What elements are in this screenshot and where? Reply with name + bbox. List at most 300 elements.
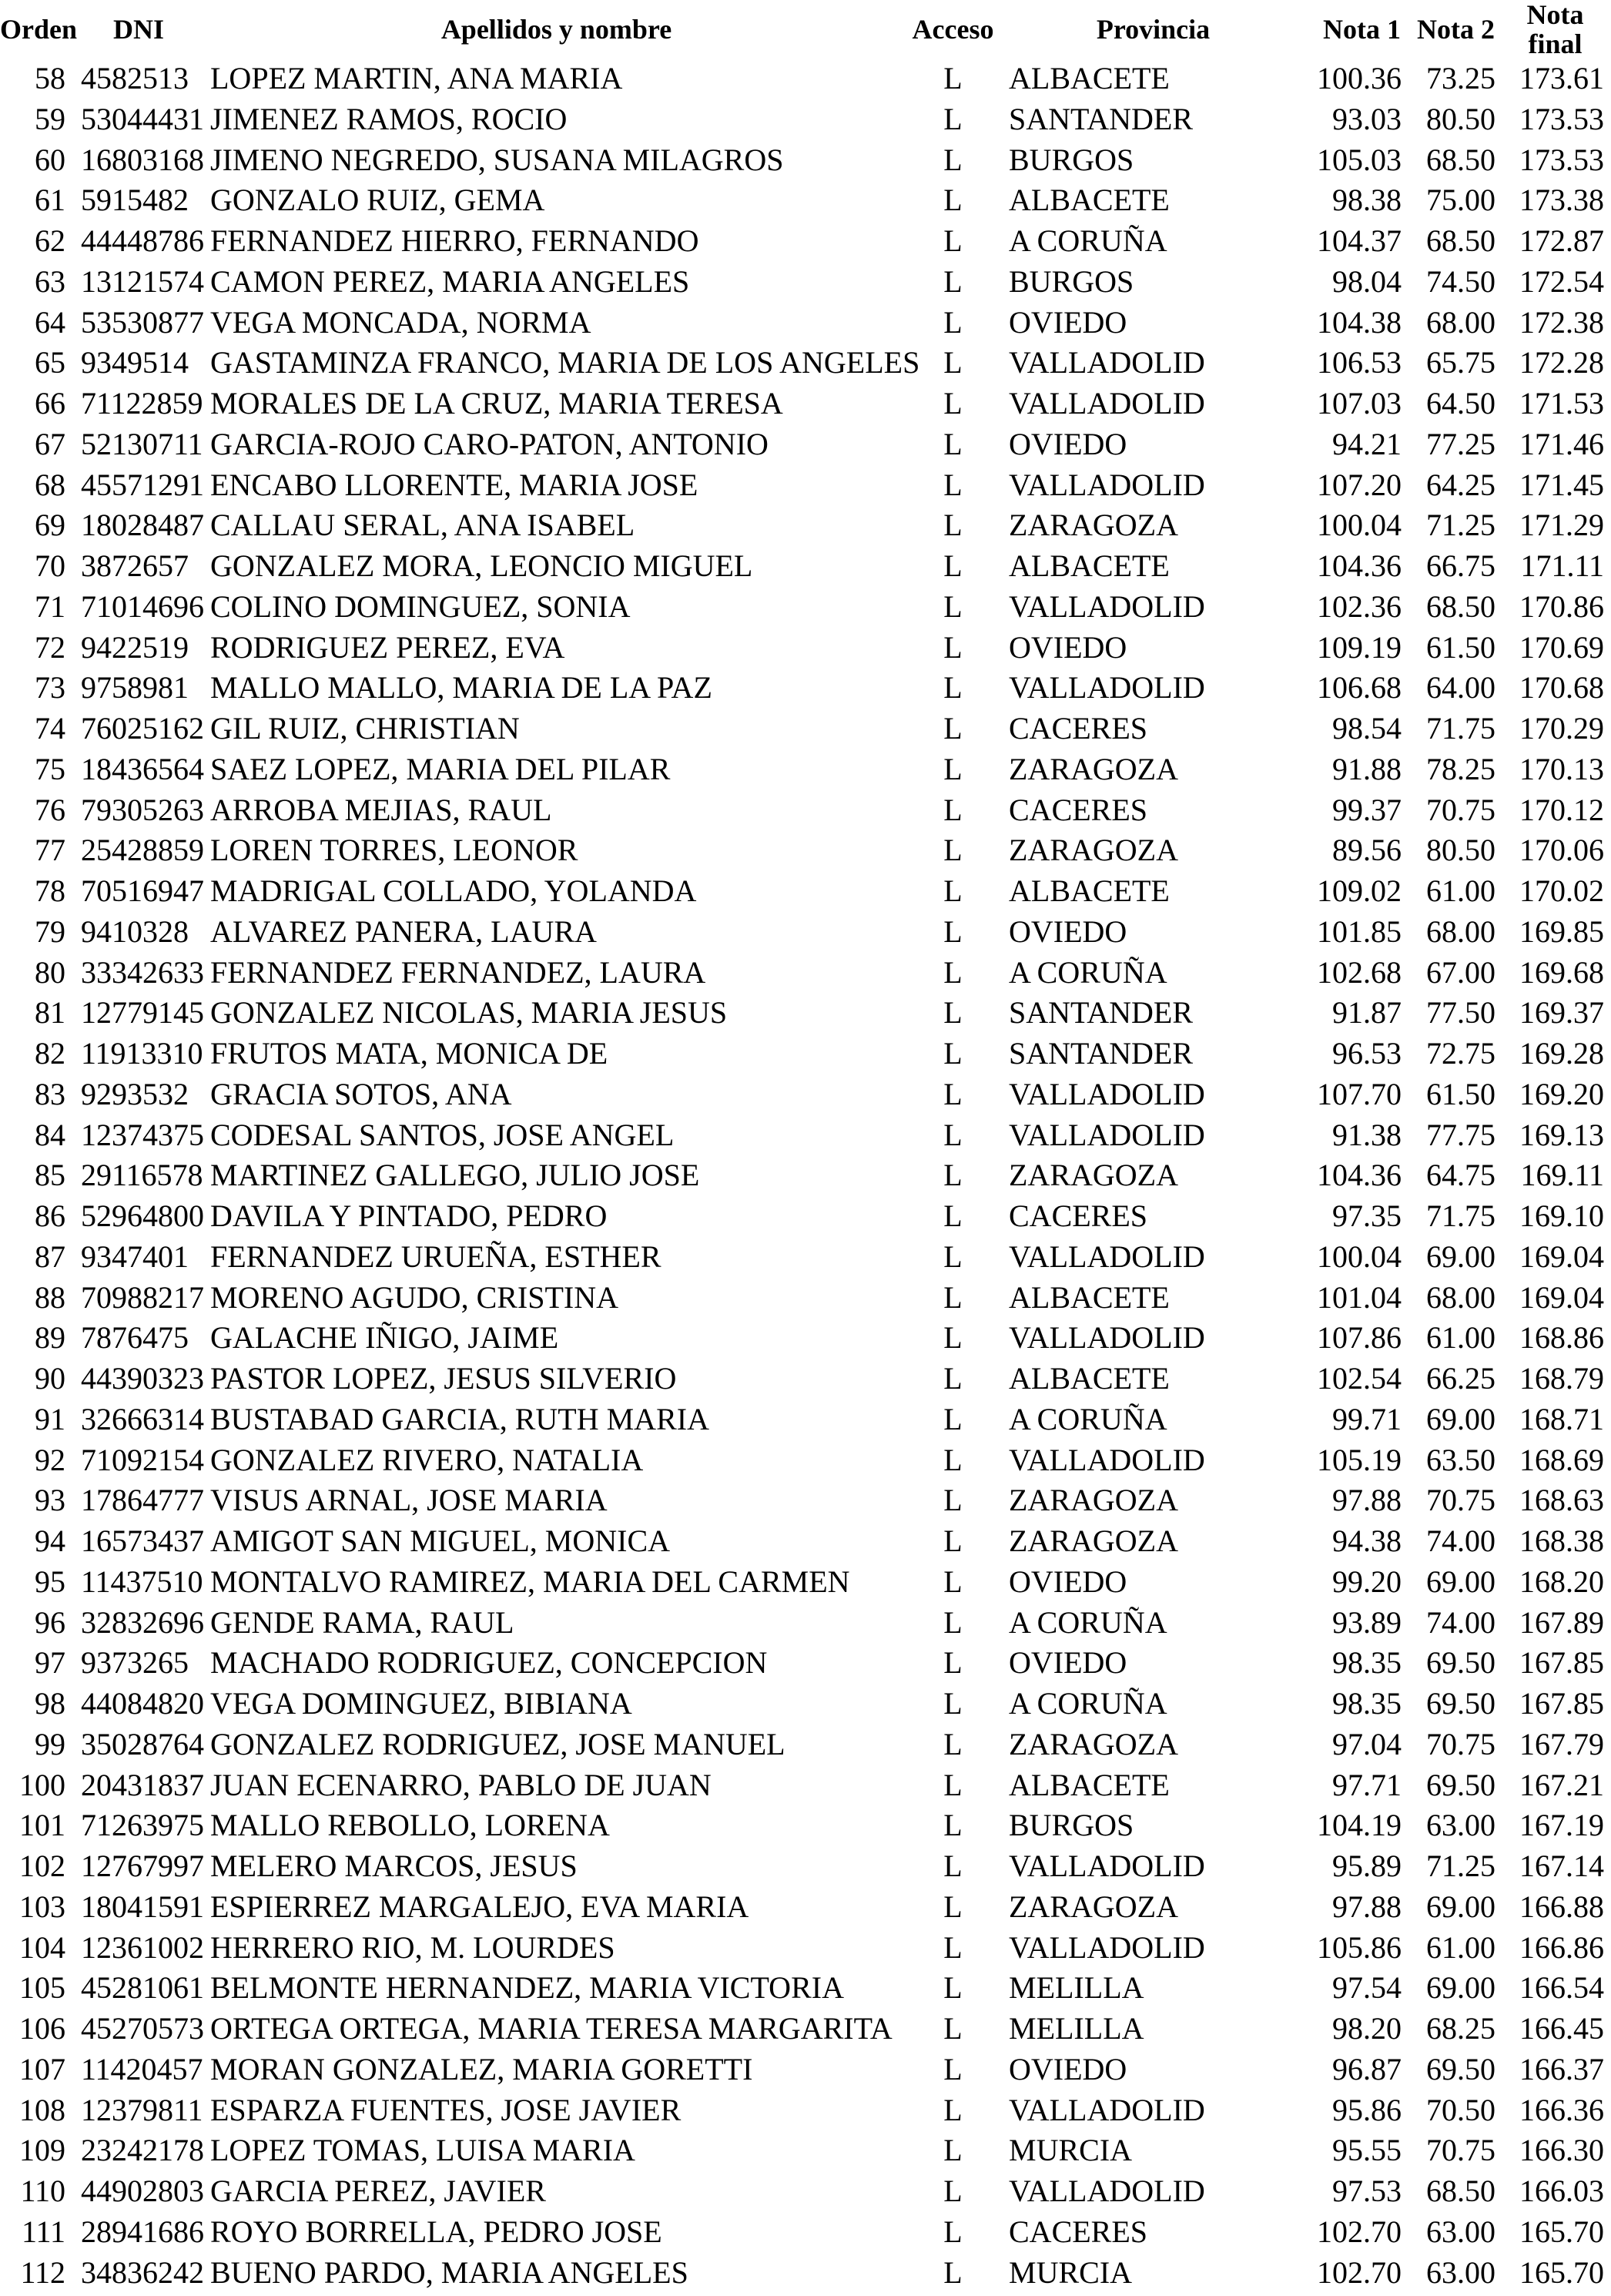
cell-nota-final: 166.45 — [1519, 2011, 1604, 2046]
col-header-acceso: Acceso — [912, 14, 994, 45]
cell-dni: 44084820 — [81, 1686, 204, 1721]
cell-nota2: 68.50 — [1426, 588, 1495, 624]
cell-nota2: 68.50 — [1426, 223, 1495, 258]
cell-provincia: VALLADOLID — [1009, 670, 1205, 706]
cell-acceso: L — [943, 1523, 963, 1558]
table-row — [0, 1684, 1611, 1725]
cell-provincia: ZARAGOZA — [1009, 1889, 1178, 1924]
cell-orden: 105 — [19, 1970, 65, 2006]
cell-nota-final: 170.29 — [1519, 711, 1604, 746]
results-table-body — [0, 59, 1611, 2293]
table-row — [0, 912, 1611, 953]
cell-orden: 81 — [35, 995, 65, 1031]
cell-provincia: ZARAGOZA — [1009, 751, 1178, 786]
cell-orden: 84 — [35, 1117, 65, 1152]
table-row — [0, 1480, 1611, 1521]
cell-orden: 72 — [35, 629, 65, 665]
cell-dni: 76025162 — [81, 711, 204, 746]
cell-nota1: 97.35 — [1332, 1198, 1402, 1233]
table-row — [0, 1034, 1611, 1074]
cell-nota-final: 168.20 — [1519, 1564, 1604, 1599]
cell-nota1: 97.88 — [1332, 1483, 1402, 1518]
table-row — [0, 1196, 1611, 1237]
cell-apellidos: MALLO MALLO, MARIA DE LA PAZ — [210, 670, 712, 706]
cell-apellidos: COLINO DOMINGUEZ, SONIA — [210, 588, 631, 624]
cell-apellidos: GARCIA PEREZ, JAVIER — [210, 2174, 546, 2208]
cell-acceso: L — [943, 142, 963, 177]
cell-provincia: ZARAGOZA — [1009, 508, 1178, 543]
cell-provincia: VALLADOLID — [1009, 1320, 1205, 1356]
cell-nota1: 98.35 — [1332, 1645, 1402, 1681]
cell-nota2: 70.75 — [1426, 792, 1495, 827]
table-row — [0, 1237, 1611, 1278]
cell-acceso: L — [943, 1401, 963, 1436]
table-row — [0, 546, 1611, 587]
cell-nota1: 99.71 — [1332, 1401, 1402, 1436]
cell-dni: 9293532 — [81, 1076, 189, 1111]
cell-provincia: CACERES — [1009, 711, 1148, 746]
cell-nota1: 109.19 — [1317, 629, 1402, 665]
cell-nota1: 95.89 — [1332, 1849, 1402, 1883]
cell-acceso: L — [943, 1036, 963, 1071]
cell-nota2: 63.00 — [1426, 2214, 1495, 2249]
cell-apellidos: FERNANDEZ URUEÑA, ESTHER — [210, 1238, 661, 1274]
cell-nota-final: 170.86 — [1519, 588, 1604, 624]
cell-acceso: L — [943, 1564, 963, 1599]
cell-acceso: L — [943, 995, 963, 1031]
cell-orden: 58 — [35, 61, 65, 96]
cell-nota-final: 172.28 — [1519, 345, 1604, 380]
table-row — [0, 709, 1611, 749]
cell-dni: 12379811 — [81, 2092, 203, 2127]
cell-apellidos: MORALES DE LA CRUZ, MARIA TERESA — [210, 386, 783, 421]
cell-orden: 100 — [19, 1767, 65, 1802]
cell-nota2: 68.00 — [1426, 1279, 1495, 1315]
table-row — [0, 1887, 1611, 1928]
cell-apellidos: VEGA DOMINGUEZ, BIBIANA — [210, 1686, 632, 1721]
table-row — [0, 262, 1611, 303]
cell-provincia: OVIEDO — [1009, 426, 1127, 461]
cell-nota1: 102.36 — [1317, 588, 1402, 624]
cell-provincia: OVIEDO — [1009, 629, 1127, 665]
table-row — [0, 1765, 1611, 1806]
table-row — [0, 2130, 1611, 2171]
cell-nota-final: 167.85 — [1519, 1686, 1604, 1721]
cell-acceso: L — [943, 913, 963, 949]
cell-nota1: 94.21 — [1332, 426, 1402, 461]
table-row — [0, 1846, 1611, 1887]
cell-provincia: VALLADOLID — [1009, 1238, 1205, 1274]
col-header-apellidos: Apellidos y nombre — [440, 14, 672, 45]
cell-nota1: 106.53 — [1317, 345, 1402, 380]
cell-dni: 53044431 — [81, 101, 204, 136]
cell-provincia: VALLADOLID — [1009, 386, 1205, 421]
cell-nota-final: 170.06 — [1519, 833, 1604, 868]
cell-provincia: ZARAGOZA — [1009, 1483, 1178, 1518]
cell-orden: 60 — [35, 142, 65, 177]
cell-acceso: L — [943, 61, 963, 96]
table-header — [0, 0, 1611, 59]
cell-nota2: 74.50 — [1426, 263, 1495, 299]
cell-nota2: 68.00 — [1426, 304, 1495, 340]
cell-dni: 32832696 — [81, 1604, 204, 1640]
cell-orden: 101 — [19, 1808, 65, 1843]
cell-nota2: 80.50 — [1426, 101, 1495, 136]
cell-nota-final: 166.03 — [1519, 2174, 1604, 2208]
cell-dni: 13121574 — [81, 263, 204, 299]
table-row — [0, 99, 1611, 140]
cell-nota-final: 169.10 — [1519, 1198, 1604, 1233]
cell-nota1: 98.04 — [1332, 263, 1402, 299]
cell-orden: 78 — [35, 873, 65, 908]
table-row — [0, 2050, 1611, 2090]
cell-nota-final: 169.85 — [1519, 913, 1604, 949]
cell-provincia: VALLADOLID — [1009, 1117, 1205, 1152]
cell-acceso: L — [943, 386, 963, 421]
table-row — [0, 1643, 1611, 1684]
cell-nota2: 69.50 — [1426, 1767, 1495, 1802]
cell-provincia: CACERES — [1009, 792, 1148, 827]
cell-nota-final: 166.86 — [1519, 1929, 1604, 1965]
cell-dni: 33342633 — [81, 954, 204, 990]
cell-provincia: SANTANDER — [1009, 995, 1194, 1031]
cell-nota-final: 166.30 — [1519, 2133, 1604, 2168]
cell-provincia: OVIEDO — [1009, 1564, 1127, 1599]
cell-dni: 29116578 — [81, 1158, 203, 1193]
cell-nota2: 70.75 — [1426, 2133, 1495, 2168]
cell-dni: 71263975 — [81, 1808, 204, 1843]
cell-dni: 9373265 — [81, 1645, 189, 1681]
table-row — [0, 871, 1611, 912]
cell-nota-final: 172.38 — [1519, 304, 1604, 340]
cell-provincia: ALBACETE — [1009, 1767, 1170, 1802]
cell-provincia: ALBACETE — [1009, 1361, 1170, 1396]
cell-provincia: MURCIA — [1009, 2133, 1133, 2168]
cell-dni: 45571291 — [81, 467, 204, 502]
cell-provincia: VALLADOLID — [1009, 588, 1205, 624]
cell-acceso: L — [943, 2214, 963, 2249]
cell-apellidos: GENDE RAMA, RAUL — [210, 1604, 514, 1640]
cell-nota2: 70.50 — [1426, 2092, 1495, 2127]
cell-acceso: L — [943, 873, 963, 908]
cell-acceso: L — [943, 426, 963, 461]
cell-provincia: A CORUÑA — [1009, 1686, 1167, 1721]
cell-nota2: 70.75 — [1426, 1483, 1495, 1518]
cell-apellidos: RODRIGUEZ PEREZ, EVA — [210, 629, 565, 665]
cell-acceso: L — [943, 670, 963, 706]
cell-nota2: 71.75 — [1426, 711, 1495, 746]
cell-apellidos: LOREN TORRES, LEONOR — [210, 833, 578, 868]
cell-nota2: 63.00 — [1426, 2254, 1495, 2290]
cell-nota2: 61.50 — [1426, 629, 1495, 665]
cell-provincia: ALBACETE — [1009, 548, 1170, 583]
cell-provincia: CACERES — [1009, 2214, 1148, 2249]
table-row — [0, 790, 1611, 831]
cell-orden: 111 — [21, 2214, 65, 2249]
cell-nota2: 74.00 — [1426, 1604, 1495, 1640]
table-row — [0, 1603, 1611, 1644]
cell-dni: 45270573 — [81, 2011, 204, 2046]
cell-provincia: CACERES — [1009, 1198, 1148, 1233]
cell-orden: 110 — [20, 2174, 65, 2208]
cell-nota2: 77.50 — [1426, 995, 1495, 1031]
cell-apellidos: CODESAL SANTOS, JOSE ANGEL — [210, 1117, 675, 1152]
cell-dni: 9410328 — [81, 913, 189, 949]
cell-dni: 7876475 — [81, 1320, 189, 1356]
cell-nota-final: 166.36 — [1519, 2092, 1604, 2127]
table-row — [0, 1725, 1611, 1765]
table-row — [0, 59, 1611, 99]
cell-provincia: BURGOS — [1009, 263, 1134, 299]
cell-apellidos: SAEZ LOPEZ, MARIA DEL PILAR — [210, 751, 671, 786]
cell-dni: 18436564 — [81, 751, 204, 786]
cell-acceso: L — [943, 1604, 963, 1640]
cell-nota-final: 172.54 — [1519, 263, 1604, 299]
cell-nota1: 107.03 — [1317, 386, 1402, 421]
cell-provincia: VALLADOLID — [1009, 2174, 1205, 2208]
cell-acceso: L — [943, 1929, 963, 1965]
table-row — [0, 1359, 1611, 1399]
cell-nota-final: 169.20 — [1519, 1076, 1604, 1111]
cell-orden: 85 — [35, 1158, 65, 1193]
cell-acceso: L — [943, 1238, 963, 1274]
cell-dni: 20431837 — [81, 1767, 204, 1802]
cell-nota-final: 165.70 — [1519, 2214, 1604, 2249]
cell-orden: 91 — [35, 1401, 65, 1436]
cell-nota-final: 171.11 — [1520, 548, 1604, 583]
table-row — [0, 465, 1611, 506]
cell-nota1: 96.53 — [1332, 1036, 1402, 1071]
cell-orden: 104 — [19, 1929, 65, 1965]
cell-orden: 97 — [35, 1645, 65, 1681]
cell-acceso: L — [943, 1726, 963, 1761]
table-row — [0, 221, 1611, 262]
cell-orden: 86 — [35, 1198, 65, 1233]
table-row — [0, 1074, 1611, 1115]
cell-nota2: 68.50 — [1426, 2174, 1495, 2208]
cell-dni: 44390323 — [81, 1361, 204, 1396]
cell-orden: 80 — [35, 954, 65, 990]
cell-nota1: 96.87 — [1332, 2051, 1402, 2087]
table-row — [0, 2171, 1611, 2212]
cell-provincia: SANTANDER — [1009, 1036, 1194, 1071]
cell-apellidos: DAVILA Y PINTADO, PEDRO — [210, 1198, 608, 1233]
cell-acceso: L — [943, 711, 963, 746]
cell-nota-final: 168.71 — [1519, 1401, 1604, 1436]
cell-nota-final: 167.79 — [1519, 1726, 1604, 1761]
cell-nota1: 97.71 — [1332, 1767, 1402, 1802]
cell-provincia: MURCIA — [1009, 2254, 1133, 2290]
cell-orden: 68 — [35, 467, 65, 502]
table-row — [0, 628, 1611, 669]
cell-nota1: 97.04 — [1332, 1726, 1402, 1761]
cell-nota2: 69.00 — [1426, 1564, 1495, 1599]
cell-apellidos: ORTEGA ORTEGA, MARIA TERESA MARGARITA — [210, 2011, 893, 2046]
cell-nota2: 70.75 — [1426, 1726, 1495, 1761]
cell-nota2: 64.25 — [1426, 467, 1495, 502]
cell-nota1: 98.20 — [1332, 2011, 1402, 2046]
cell-nota-final: 168.79 — [1519, 1361, 1604, 1396]
cell-provincia: MELILLA — [1009, 2011, 1144, 2046]
cell-nota-final: 169.37 — [1519, 995, 1604, 1031]
cell-orden: 112 — [20, 2254, 65, 2290]
cell-acceso: L — [943, 183, 963, 218]
table-row — [0, 993, 1611, 1034]
cell-nota-final: 169.04 — [1519, 1279, 1604, 1315]
cell-apellidos: BUSTABAD GARCIA, RUTH MARIA — [210, 1401, 709, 1436]
cell-nota1: 107.70 — [1317, 1076, 1402, 1111]
cell-nota-final: 171.29 — [1519, 508, 1604, 543]
cell-dni: 3872657 — [81, 548, 189, 583]
cell-nota-final: 169.11 — [1520, 1158, 1604, 1193]
cell-dni: 32666314 — [81, 1401, 204, 1436]
cell-apellidos: BUENO PARDO, MARIA ANGELES — [210, 2254, 688, 2290]
cell-apellidos: VEGA MONCADA, NORMA — [210, 304, 591, 340]
cell-dni: 12361002 — [81, 1929, 204, 1965]
col-header-nota-final: Nota final — [1526, 0, 1584, 59]
cell-acceso: L — [943, 304, 963, 340]
table-row — [0, 2090, 1611, 2131]
cell-nota1: 102.68 — [1317, 954, 1402, 990]
cell-provincia: A CORUÑA — [1009, 223, 1167, 258]
cell-dni: 70516947 — [81, 873, 204, 908]
cell-acceso: L — [943, 2011, 963, 2046]
col-header-nota1: Nota 1 — [1323, 14, 1401, 45]
cell-apellidos: JIMENEZ RAMOS, ROCIO — [210, 101, 568, 136]
cell-dni: 28941686 — [81, 2214, 204, 2249]
cell-acceso: L — [943, 1645, 963, 1681]
cell-dni: 52964800 — [81, 1198, 204, 1233]
cell-nota-final: 173.38 — [1519, 183, 1604, 218]
cell-orden: 73 — [35, 670, 65, 706]
cell-dni: 5915482 — [81, 183, 189, 218]
cell-apellidos: JIMENO NEGREDO, SUSANA MILAGROS — [210, 142, 784, 177]
cell-dni: 71092154 — [81, 1442, 204, 1477]
cell-apellidos: GONZALEZ NICOLAS, MARIA JESUS — [210, 995, 728, 1031]
cell-acceso: L — [943, 588, 963, 624]
cell-apellidos: MARTINEZ GALLEGO, JULIO JOSE — [210, 1158, 700, 1193]
table-row — [0, 2009, 1611, 2050]
cell-provincia: VALLADOLID — [1009, 1076, 1205, 1111]
cell-orden: 70 — [35, 548, 65, 583]
cell-nota1: 97.88 — [1332, 1889, 1402, 1924]
cell-nota1: 101.04 — [1317, 1279, 1402, 1315]
cell-nota1: 99.37 — [1332, 792, 1402, 827]
cell-nota2: 61.50 — [1426, 1076, 1495, 1111]
cell-acceso: L — [943, 101, 963, 136]
cell-dni: 9758981 — [81, 670, 189, 706]
cell-dni: 34836242 — [81, 2254, 204, 2290]
table-row — [0, 1318, 1611, 1359]
cell-acceso: L — [943, 1483, 963, 1518]
cell-acceso: L — [943, 954, 963, 990]
cell-orden: 103 — [19, 1889, 65, 1924]
cell-dni: 71014696 — [81, 588, 204, 624]
cell-dni: 9347401 — [81, 1238, 189, 1274]
cell-orden: 92 — [35, 1442, 65, 1477]
cell-apellidos: MORENO AGUDO, CRISTINA — [210, 1279, 619, 1315]
cell-acceso: L — [943, 1970, 963, 2006]
col-header-dni: DNI — [112, 14, 164, 45]
cell-nota2: 69.50 — [1426, 1686, 1495, 1721]
cell-nota2: 63.00 — [1426, 1808, 1495, 1843]
cell-nota2: 64.00 — [1426, 670, 1495, 706]
cell-provincia: ZARAGOZA — [1009, 1158, 1178, 1193]
cell-provincia: VALLADOLID — [1009, 467, 1205, 502]
cell-nota-final: 167.89 — [1519, 1604, 1604, 1640]
cell-nota-final: 173.61 — [1519, 61, 1604, 96]
cell-nota-final: 169.04 — [1519, 1238, 1604, 1274]
cell-acceso: L — [943, 751, 963, 786]
cell-acceso: L — [943, 1686, 963, 1721]
cell-nota1: 105.03 — [1317, 142, 1402, 177]
cell-orden: 96 — [35, 1604, 65, 1640]
cell-orden: 106 — [19, 2011, 65, 2046]
cell-dni: 11913310 — [81, 1036, 203, 1071]
cell-nota-final: 167.19 — [1519, 1808, 1604, 1843]
cell-acceso: L — [943, 1320, 963, 1356]
cell-nota2: 71.25 — [1426, 1849, 1495, 1883]
cell-dni: 70988217 — [81, 1279, 204, 1315]
cell-nota1: 100.04 — [1317, 508, 1402, 543]
table-row — [0, 1521, 1611, 1562]
cell-apellidos: GASTAMINZA FRANCO, MARIA DE LOS ANGELES — [210, 345, 920, 380]
cell-dni: 25428859 — [81, 833, 204, 868]
cell-acceso: L — [943, 1076, 963, 1111]
cell-dni: 9349514 — [81, 345, 189, 380]
cell-apellidos: MADRIGAL COLLADO, YOLANDA — [210, 873, 697, 908]
cell-dni: 12767997 — [81, 1849, 204, 1883]
cell-orden: 76 — [35, 792, 65, 827]
cell-apellidos: GONZALEZ MORA, LEONCIO MIGUEL — [210, 548, 753, 583]
cell-provincia: ALBACETE — [1009, 183, 1170, 218]
cell-nota1: 97.53 — [1332, 2174, 1402, 2208]
cell-acceso: L — [943, 508, 963, 543]
cell-dni: 79305263 — [81, 792, 204, 827]
cell-dni: 71122859 — [81, 386, 203, 421]
cell-nota-final: 171.46 — [1519, 426, 1604, 461]
cell-dni: 18028487 — [81, 508, 204, 543]
table-row — [0, 424, 1611, 465]
cell-acceso: L — [943, 2092, 963, 2127]
cell-provincia: VALLADOLID — [1009, 1442, 1205, 1477]
cell-acceso: L — [943, 345, 963, 380]
cell-orden: 93 — [35, 1483, 65, 1518]
cell-provincia: ZARAGOZA — [1009, 833, 1178, 868]
cell-nota1: 95.86 — [1332, 2092, 1402, 2127]
cell-nota1: 101.85 — [1317, 913, 1402, 949]
table-row — [0, 1440, 1611, 1481]
cell-orden: 74 — [35, 711, 65, 746]
cell-nota2: 68.50 — [1426, 142, 1495, 177]
table-row — [0, 303, 1611, 344]
cell-orden: 94 — [35, 1523, 65, 1558]
cell-nota-final: 169.13 — [1519, 1117, 1604, 1152]
cell-apellidos: ESPIERREZ MARGALEJO, EVA MARIA — [210, 1889, 749, 1924]
cell-dni: 17864777 — [81, 1483, 204, 1518]
cell-apellidos: CAMON PEREZ, MARIA ANGELES — [210, 263, 690, 299]
cell-nota2: 68.00 — [1426, 913, 1495, 949]
table-row — [0, 1928, 1611, 1969]
cell-apellidos: GIL RUIZ, CHRISTIAN — [210, 711, 520, 746]
cell-nota2: 72.75 — [1426, 1036, 1495, 1071]
cell-orden: 82 — [35, 1036, 65, 1071]
cell-acceso: L — [943, 1767, 963, 1802]
col-header-provincia: Provincia — [1096, 14, 1211, 45]
table-row — [0, 668, 1611, 709]
cell-orden: 77 — [35, 833, 65, 868]
cell-apellidos: FRUTOS MATA, MONICA DE — [210, 1036, 608, 1071]
